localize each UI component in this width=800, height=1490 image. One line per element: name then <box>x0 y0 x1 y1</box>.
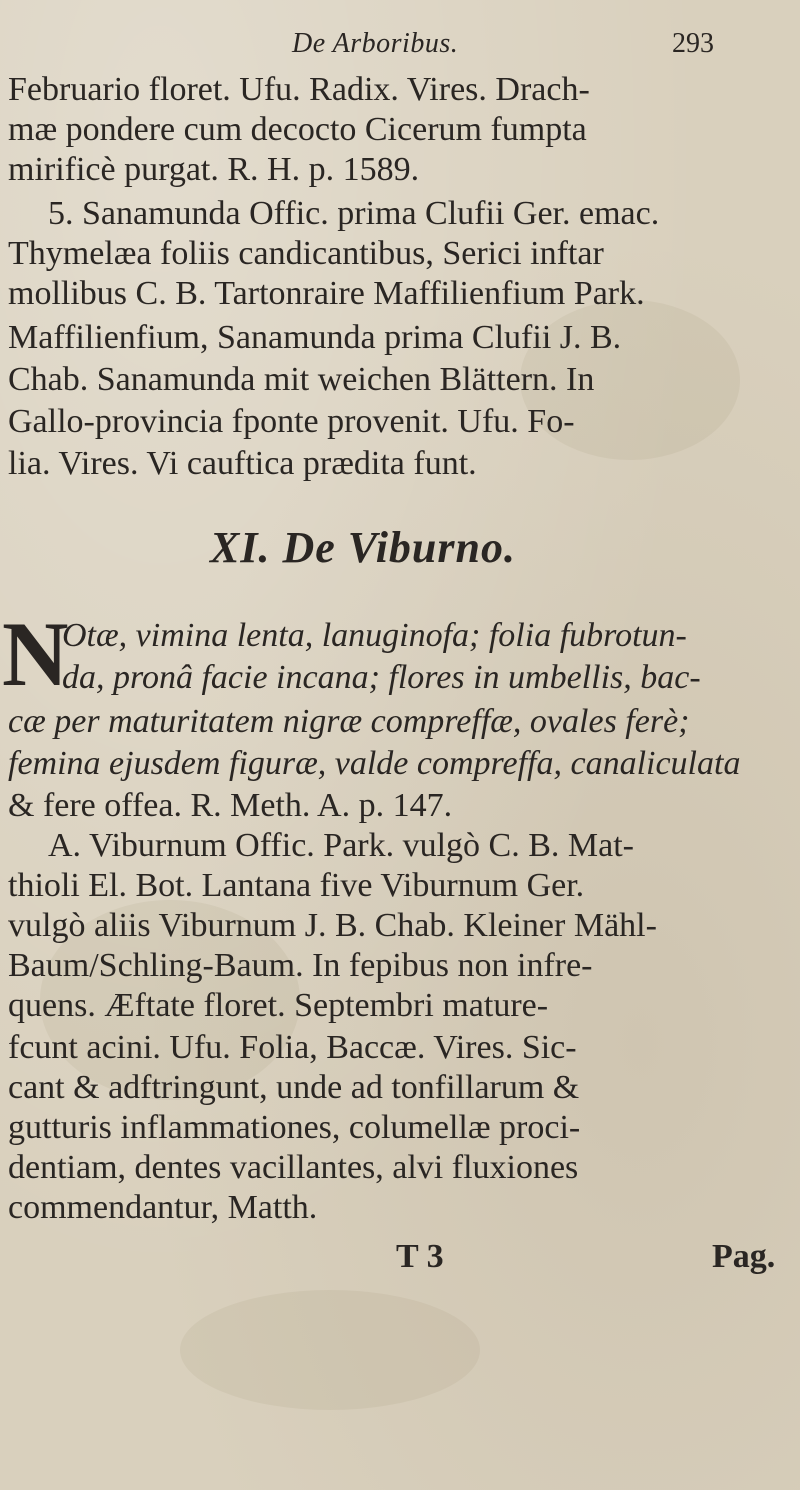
drop-cap: N <box>2 603 69 705</box>
text-line: femina ejusdem figuræ, valde compreffa, canaliculata <box>8 745 741 782</box>
text-line: quens. Æftate floret. Septembri mature- <box>8 987 549 1024</box>
text-line: vulgò aliis Viburnum J. B. Chab. Kleiner Mähl- <box>8 907 657 944</box>
text-line: gutturis inflammationes, columellæ proci- <box>8 1109 581 1146</box>
page-number: 293 <box>672 28 714 59</box>
text-line: mæ pondere cum decocto Cicerum fumpta <box>8 111 587 148</box>
text-line: lia. Vires. Vi cauftica prædita funt. <box>8 445 477 482</box>
paper-stain <box>180 1290 480 1410</box>
text-line: Otæ, vimina lenta, lanuginofa; folia fubrotun- <box>62 617 687 654</box>
text-line: da, pronâ facie incana; flores in umbellis, bac- <box>62 659 701 696</box>
text-line: mollibus C. B. Tartonraire Maffilienfium Park. <box>8 275 645 312</box>
text-line: Gallo-provincia fponte provenit. Ufu. Fo- <box>8 403 575 440</box>
text-line: Thymelæa foliis candicantibus, Serici inftar <box>8 235 604 272</box>
text-line: commendantur, Matth. <box>8 1189 318 1226</box>
text-line: Februario floret. Ufu. Radix. Vires. Drach- <box>8 71 590 108</box>
signature-mark: T 3 <box>396 1238 444 1275</box>
text-line: 5. Sanamunda Offic. prima Clufii Ger. emac. <box>48 195 660 232</box>
text-line: Maffilienfium, Sanamunda prima Clufii J. B. <box>8 319 622 356</box>
text-line: dentiam, dentes vacillantes, alvi fluxiones <box>8 1149 579 1186</box>
text-line: mirificè purgat. R. H. p. 1589. <box>8 151 420 188</box>
text-line: Chab. Sanamunda mit weichen Blättern. In <box>8 361 595 398</box>
section-title: XI. De Viburno. <box>210 523 516 572</box>
text-line: Baum/Schling-Baum. In fepibus non infre- <box>8 947 593 984</box>
text-line: thioli El. Bot. Lantana five Viburnum Ger. <box>8 867 585 904</box>
running-title: De Arboribus. <box>292 28 459 59</box>
text-line: fcunt acini. Ufu. Folia, Baccæ. Vires. Sic- <box>8 1029 577 1066</box>
text-line: cant & adftringunt, unde ad tonfillarum & <box>8 1069 580 1106</box>
text-line: cæ per maturitatem nigræ compreffæ, ovales ferè; <box>8 703 690 740</box>
catchword: Pag. <box>712 1238 776 1275</box>
text-line: A. Viburnum Offic. Park. vulgò C. B. Mat- <box>48 827 635 864</box>
text-line: & fere offea. R. Meth. A. p. 147. <box>8 787 453 824</box>
page-header <box>0 28 800 68</box>
